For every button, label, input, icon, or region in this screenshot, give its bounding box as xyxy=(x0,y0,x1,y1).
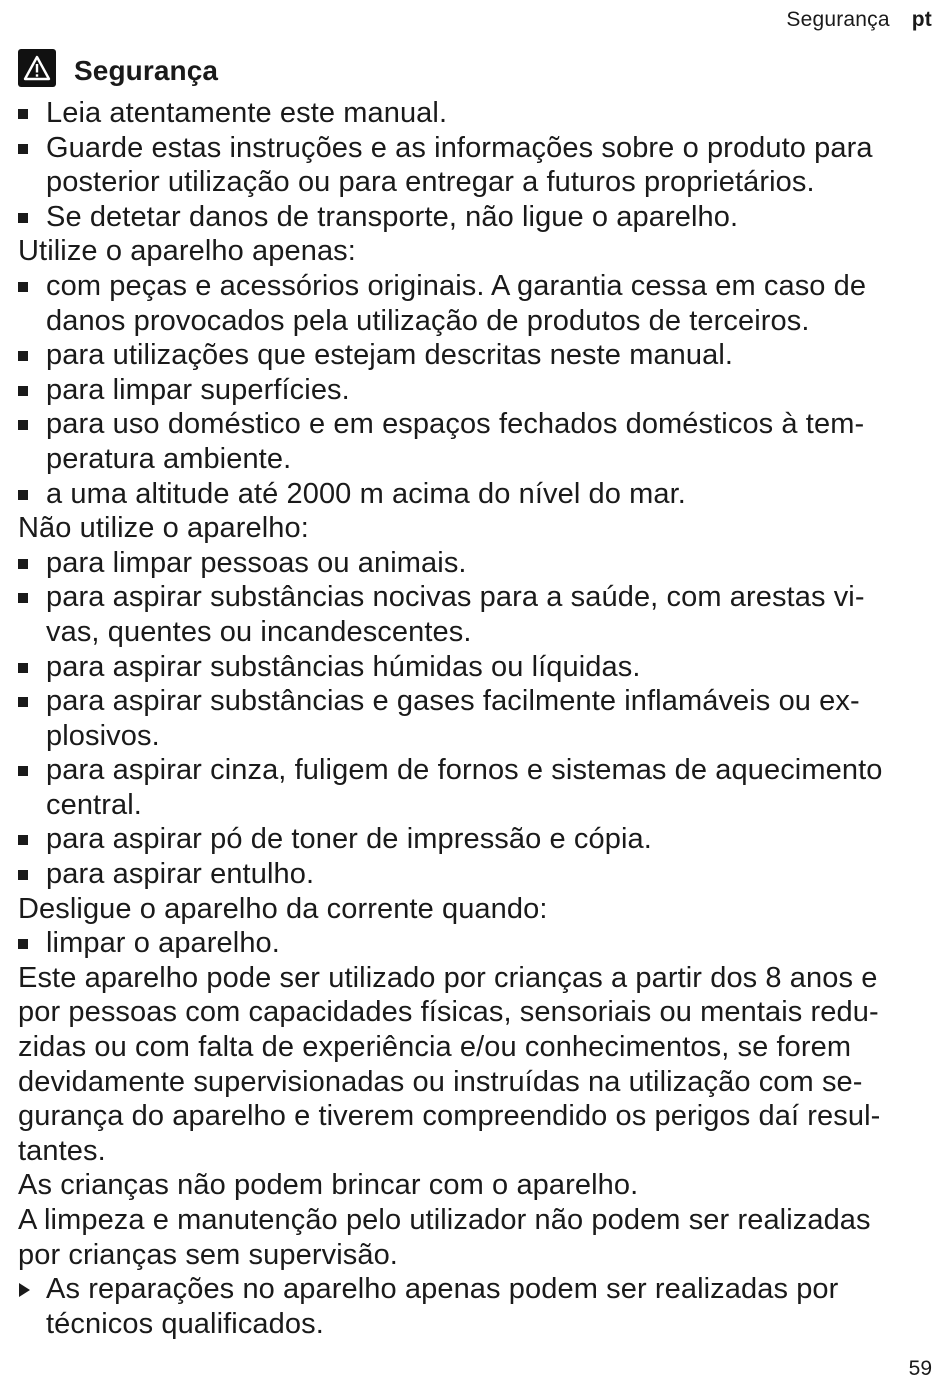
bullet-text-line: a uma altitude até 2000 m acima do nível do mar. xyxy=(46,477,686,510)
square-bullet-icon xyxy=(18,559,28,569)
bullet-text-line: Se detetar danos de transporte, não ligue o aparelho. xyxy=(46,200,739,233)
bullet-item xyxy=(18,546,934,581)
bullet-text-line: Leia atentamente este manual. xyxy=(46,97,448,129)
bullet-text-line: para utilizações que estejam descritas neste manual. xyxy=(46,339,734,372)
bullet-text-line: para aspirar cinza, fuligem de fornos e sistemas de aquecimento xyxy=(46,754,883,787)
square-bullet-icon xyxy=(18,663,28,673)
bullet-text-line: para aspirar pó de toner de impressão e cópia. xyxy=(46,823,652,856)
paragraph xyxy=(18,1168,934,1203)
page-title: Segurança xyxy=(74,55,219,86)
paragraph xyxy=(18,1203,934,1272)
paragraph-line: As crianças não podem brincar com o aparelho. xyxy=(18,1169,639,1202)
bullet-text-line: vas, quentes ou incandescentes. xyxy=(46,615,472,648)
header-language: pt xyxy=(911,8,932,31)
section-title-row xyxy=(18,48,218,88)
square-bullet-icon xyxy=(18,490,28,500)
bullet-item xyxy=(18,96,934,131)
square-bullet-icon xyxy=(18,282,28,292)
bullet-text-line: peratura ambiente. xyxy=(46,442,292,475)
square-bullet-icon xyxy=(18,351,28,361)
bullet-text-line: posterior utilização ou para entregar a futuros proprietários. xyxy=(46,166,815,199)
bullet-text-line: limpar o aparelho. xyxy=(46,927,280,960)
square-bullet-icon xyxy=(18,939,28,949)
header-section: Segurança xyxy=(786,8,890,31)
bullet-item xyxy=(18,822,934,857)
bullet-text-line: As reparações no aparelho apenas podem ser realizadas por xyxy=(46,1273,839,1306)
bullet-item xyxy=(18,373,934,408)
paragraph-line: Desligue o aparelho da corrente quando: xyxy=(18,892,548,925)
bullet-text-line: plosivos. xyxy=(46,719,160,752)
paragraph-line: Este aparelho pode ser utilizado por crianças a partir dos 8 anos e xyxy=(18,961,878,994)
paragraph xyxy=(18,511,934,546)
running-header xyxy=(786,8,932,32)
bullet-item xyxy=(18,338,934,373)
paragraph xyxy=(18,961,934,1169)
bullet-text-line: com peças e acessórios originais. A garantia cessa em caso de xyxy=(46,269,867,302)
bullet-text-line: central. xyxy=(46,788,142,821)
paragraph-line: gurança do aparelho e tiverem compreendido os perigos daí resul- xyxy=(18,1100,881,1133)
bullet-item xyxy=(18,650,934,685)
triangle-arrow-icon xyxy=(19,1283,30,1297)
bullet-item xyxy=(18,269,934,338)
paragraph-line: devidamente supervisionadas ou instruídas na utilização com se- xyxy=(18,1065,863,1098)
paragraph-line: tantes. xyxy=(18,1134,106,1167)
bullet-text-line: para uso doméstico e em espaços fechados domésticos à tem- xyxy=(46,408,865,441)
paragraph-line: Utilize o aparelho apenas: xyxy=(18,235,356,268)
bullet-item xyxy=(18,131,934,200)
square-bullet-icon xyxy=(18,109,28,119)
square-bullet-icon xyxy=(18,697,28,707)
bullet-item xyxy=(18,580,934,649)
square-bullet-icon xyxy=(18,593,28,603)
page-number: 59 xyxy=(908,1357,932,1380)
paragraph xyxy=(18,892,934,927)
action-item xyxy=(18,1272,934,1341)
paragraph-line: por pessoas com capacidades físicas, sensoriais ou mentais redu- xyxy=(18,996,879,1029)
bullet-item xyxy=(18,200,934,235)
square-bullet-icon xyxy=(18,766,28,776)
bullet-text-line: danos provocados pela utilização de produtos de terceiros. xyxy=(46,304,810,337)
bullet-item xyxy=(18,684,934,753)
bullet-text-line: Guarde estas instruções e as informações sobre o produto para xyxy=(46,131,873,164)
bullet-text-line: para aspirar entulho. xyxy=(46,858,315,891)
bullet-text-line: para aspirar substâncias nocivas para a saúde, com arestas vi- xyxy=(46,581,865,614)
bullet-text-line: para limpar pessoas ou animais. xyxy=(46,546,467,579)
bullet-item xyxy=(18,753,934,822)
square-bullet-icon xyxy=(18,835,28,845)
paragraph-line: zidas ou com falta de experiência e/ou conhecimentos, se forem xyxy=(18,1031,852,1064)
square-bullet-icon xyxy=(18,213,28,223)
bullet-item xyxy=(18,407,934,476)
square-bullet-icon xyxy=(18,144,28,154)
bullet-text-line: para limpar superfícies. xyxy=(46,373,350,406)
paragraph xyxy=(18,234,934,269)
bullet-item xyxy=(18,926,934,961)
paragraph-line: Não utilize o aparelho: xyxy=(18,512,309,545)
paragraph-line: A limpeza e manutenção pelo utilizador não podem ser realizadas xyxy=(18,1204,871,1236)
bullet-text-line: técnicos qualificados. xyxy=(46,1307,324,1340)
warning-triangle-icon xyxy=(18,49,56,87)
bullet-text-line: para aspirar substâncias e gases facilmente inflamáveis ou ex- xyxy=(46,685,860,718)
bullet-item xyxy=(18,477,934,512)
square-bullet-icon xyxy=(18,386,28,396)
safety-content xyxy=(18,96,934,1341)
bullet-item xyxy=(18,857,934,892)
square-bullet-icon xyxy=(18,870,28,880)
square-bullet-icon xyxy=(18,420,28,430)
bullet-text-line: para aspirar substâncias húmidas ou líquidas. xyxy=(46,650,641,683)
paragraph-line: por crianças sem supervisão. xyxy=(18,1238,398,1271)
